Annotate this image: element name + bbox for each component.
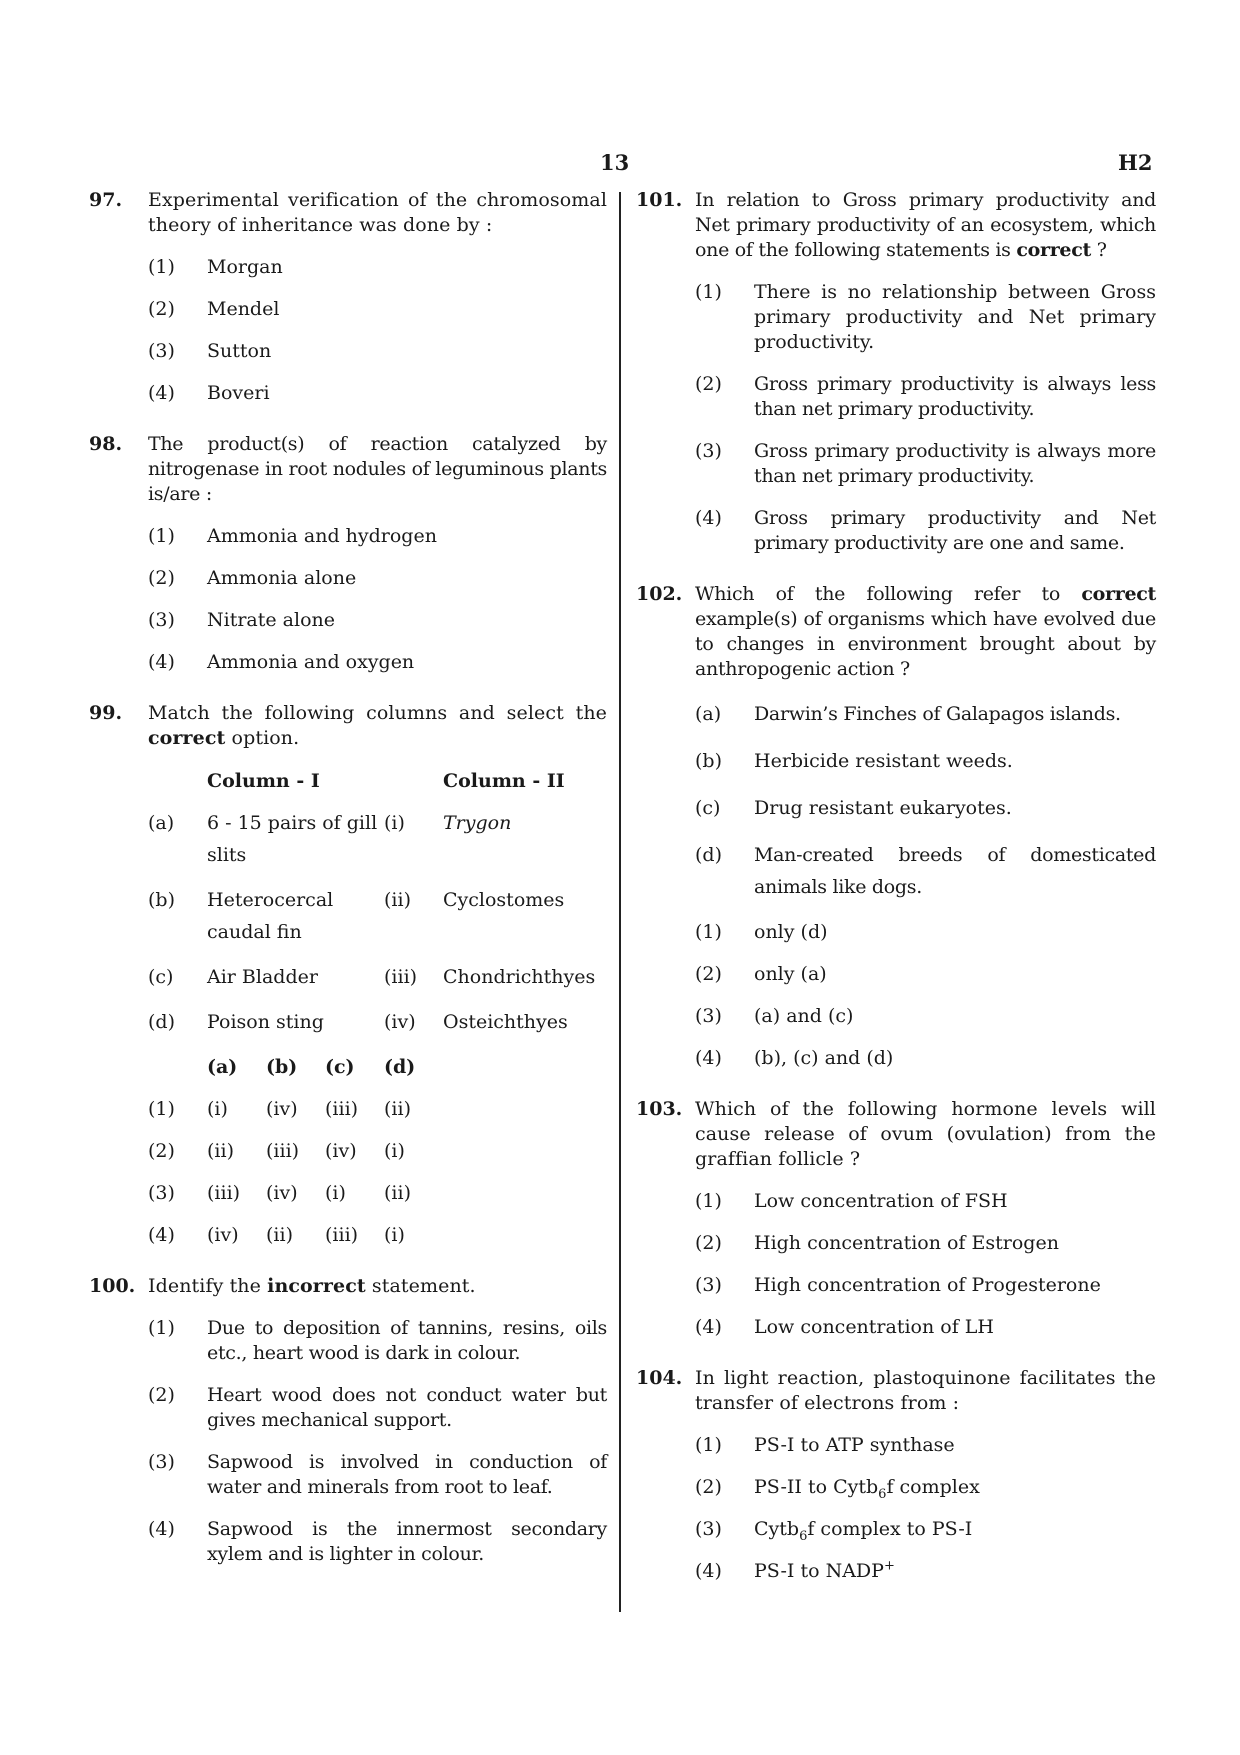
option-2: (2) PS-II to Cytb$_6$f complex [695,1476,980,1502]
option-text: Morgan [207,256,283,278]
option-text: Due to deposition of tannins, resins, oils etc., heart wood is dark in colour. [207,1317,607,1364]
options [148,1316,607,1567]
column-divider [619,192,621,1612]
match-row: (c) Air Bladder (iii) Chondrichthyes [148,966,596,988]
question-text: Match the following columns and select the correct option. [148,702,607,749]
question-103 [636,1097,1156,1340]
option-number: (1) [148,1317,175,1339]
option-text: Heart wood does not conduct water but gives mechanical support. [207,1384,607,1431]
option-4: (4) PS-I to NADP+ [695,1558,895,1582]
question-text: Which of the following refer to correct example(s) of organisms which have evolved due to changes in environment brought about by anthropogenic action ? [695,583,1156,680]
option-2: (2) only (a) [695,963,827,985]
option-3 [148,608,607,633]
option-3: (3) High concentration of Progesterone [695,1274,1101,1296]
option-3 [695,439,1156,489]
option-number: (1) [148,525,175,547]
option-number: (3) [148,340,175,362]
set-code: H2 [1118,150,1153,175]
option-2: (2) High concentration of Estrogen [695,1232,1059,1254]
answer-grid-header: (a) (b) (c) (d) [207,1056,416,1078]
option-number: (2) [148,567,175,589]
option-number: (1) [148,256,175,278]
question-104 [636,1366,1156,1584]
option-text: Sapwood is the innermost secondary xylem and is lighter in colour. [207,1518,607,1565]
match-header [148,769,607,794]
question-text: Which of the following hormone levels will cause release of ovum (ovulation) from the graffian follicle ? [695,1098,1156,1170]
question-text: In light reaction, plastoquinone facilitates the transfer of electrons from : [695,1367,1156,1414]
question-97 [89,188,607,406]
question-text: Experimental verification of the chromosomal theory of inheritance was done by : [148,189,607,236]
option-text: Ammonia and oxygen [207,651,415,673]
option-1 [695,280,1156,355]
options [695,1189,1156,1340]
question-number: 100. [89,1275,136,1297]
column-1-heading: Column - I [207,770,320,792]
option-number: (3) [148,609,175,631]
answer-option-2: (2) (ii) (iii) (iv) (i) [148,1140,405,1162]
page-number: 13 [600,150,630,175]
statement-d: (d) Man-created breeds of domesticated animals like dogs. [695,844,1156,898]
question-number: 97. [89,189,123,211]
left-column [89,188,607,1584]
option-text: Sapwood is involved in conduction of water and minerals from root to leaf. [207,1451,607,1498]
option-text: There is no relationship between Gross primary productivity and Net primary productivity. [754,281,1156,353]
option-3 [148,1450,607,1500]
option-number: (3) [695,440,722,462]
question-number: 101. [636,189,683,211]
column-2-heading: Column - II [443,770,565,792]
option-3: (3) (a) and (c) [695,1005,854,1027]
question-number: 103. [636,1098,683,1120]
answer-option-4: (4) (iv) (ii) (iii) (i) [148,1224,405,1246]
statements [695,702,1156,1071]
question-text: The product(s) of reaction catalyzed by nitrogenase in root nodules of leguminous plants is/are : [148,433,607,505]
question-100 [89,1274,607,1567]
question-number: 102. [636,583,683,605]
option-number: (3) [148,1451,175,1473]
match-row: (a) 6 - 15 pairs of gill slits (i) Trygon [148,812,512,866]
question-number: 98. [89,433,123,455]
statement-b: (b) Herbicide resistant weeds. [695,750,1013,772]
option-1: (1) PS-I to ATP synthase [695,1434,955,1456]
option-4: (4) Low concentration of LH [695,1316,994,1338]
question-number: 104. [636,1367,683,1389]
option-number: (4) [695,507,722,529]
option-1 [148,1316,607,1366]
option-text: Boveri [207,382,270,404]
option-text: Gross primary productivity and Net primary productivity are one and same. [754,507,1156,554]
option-4 [148,381,607,406]
question-number: 99. [89,702,123,724]
option-1 [148,524,607,549]
option-1: (1) Low concentration of FSH [695,1190,1008,1212]
option-text: Gross primary productivity is always more than net primary productivity. [754,440,1156,487]
statement-a: (a) Darwin’s Finches of Galapagos islands. [695,703,1121,725]
option-3 [148,339,607,364]
option-number: (4) [148,1518,175,1540]
answer-option-3: (3) (iii) (iv) (i) (ii) [148,1182,411,1204]
question-101 [636,188,1156,556]
option-number: (1) [695,281,722,303]
option-1: (1) only (d) [695,921,828,943]
option-number: (2) [148,298,175,320]
option-2 [695,372,1156,422]
option-4 [695,506,1156,556]
option-2 [148,297,607,322]
question-text: Identify the incorrect statement. [148,1275,476,1297]
match-table [148,769,607,1248]
option-number: (2) [148,1384,175,1406]
options [695,280,1156,556]
question-text: In relation to Gross primary productivity and Net primary productivity of an ecosystem, which one of the following statements is correct ? [695,189,1156,261]
option-text: Sutton [207,340,272,362]
option-text: Ammonia alone [207,567,357,589]
option-4: (4) (b), (c) and (d) [695,1047,894,1069]
match-row: (b) Heterocercal caudal fin (ii) Cyclostomes [148,889,565,943]
option-text: Ammonia and hydrogen [207,525,437,547]
option-text: Mendel [207,298,280,320]
option-3: (3) Cytb$_6$f complex to PS-I [695,1518,973,1544]
option-text: Nitrate alone [207,609,335,631]
right-column [636,188,1156,1601]
option-4 [148,650,607,675]
option-number: (4) [148,651,175,673]
option-text: Gross primary productivity is always less than net primary productivity. [754,373,1156,420]
option-number: (4) [148,382,175,404]
options [695,1433,1156,1584]
option-2 [148,566,607,591]
option-2 [148,1383,607,1433]
option-1 [148,255,607,280]
answer-option-1: (1) (i) (iv) (iii) (ii) [148,1098,411,1120]
question-102 [636,582,1156,1071]
question-99 [89,701,607,1248]
question-98 [89,432,607,675]
options [148,524,607,675]
option-number: (2) [695,373,722,395]
match-row: (d) Poison sting (iv) Osteichthyes [148,1011,568,1033]
option-4 [148,1517,607,1567]
statement-c: (c) Drug resistant eukaryotes. [695,797,1012,819]
options [148,255,607,406]
